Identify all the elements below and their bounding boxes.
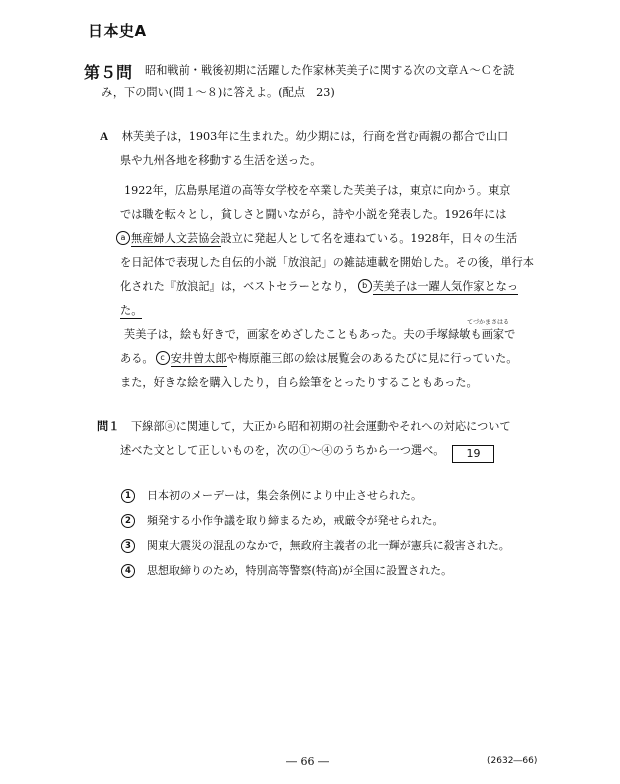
option-text-1: 日本初のメーデーは，集会条例により中止させられた。 [147,489,422,502]
answer-box[interactable]: 19 [452,445,494,463]
underline-a-text: 無産婦人文芸協会 [131,232,221,245]
passage-a-line-1 [100,128,508,144]
section-letter-a: A [100,131,109,143]
passage-a-line-4: では職を転々とし，貧しさと闘いながら，詩や小説を発表した。1926年には [120,208,507,221]
underline-marker-c: c [156,351,170,365]
passage-a-line-5 [116,230,517,246]
option-4[interactable] [121,562,452,578]
passage-a-line-9-post: も画家で [470,328,516,341]
husband-name: 手塚緑敏 [425,328,471,341]
option-3[interactable] [121,537,510,553]
question-1-text-1: 下線部ⓐに関連して，大正から昭和初期の社会運動やそれへの対応について [130,420,511,433]
option-1[interactable] [121,487,422,503]
page-number: ― 66 ― [286,755,329,768]
question-intro-line-1: 昭和戦前・戦後初期に活躍した作家林芙美子に関する次の文章Ａ～Ｃを読 [145,64,515,77]
question-1-line-1 [97,418,511,434]
underline-c-text: 安井曽太郎 [170,352,227,365]
passage-a-line-10 [120,350,517,366]
question-intro-line-2: み，下の問い(問１～８)に答えよ。(配点 23) [101,86,335,99]
question-1-label: 問１ [97,420,120,433]
option-text-3: 関東大震災の混乱のなかで，無政府主義者の北一輝が憲兵に殺害された。 [147,539,510,552]
passage-a-line-8 [120,302,142,318]
passage-a-line-9 [124,326,515,342]
passage-a-line-11: また，好きな絵を購入したり，自ら絵筆をとったりすることもあった。 [120,376,478,389]
option-number-4: 4 [121,564,135,578]
underline-b-text: 芙美子は一躍人気作家となっ [372,280,519,293]
passage-a-line-5-rest: 設立に発起人として名を連ねている。1928年，日々の生活 [220,232,518,245]
passage-a-text-1: 林芙美子は，1903年に生まれた。幼少期には，行商を営む両親の都合で山口 [121,130,509,143]
option-text-2: 頻発する小作争議を取り締まるため，戒厳令が発せられた。 [147,514,444,527]
option-2[interactable] [121,512,444,528]
underline-marker-a: a [116,231,130,245]
exam-code: (2632―66) [487,756,538,766]
passage-a-line-3: 1922年，広島県尾道の高等女学校を卒業した芙美子は，東京に向かう。東京 [124,184,511,197]
option-number-1: 1 [121,489,135,503]
question-1-line-2 [120,442,494,463]
underline-marker-b: b [358,279,372,293]
passage-a-line-6: を日記体で表現した自伝的小説「放浪記」の雑誌連載を開始した。その後，単行本 [120,256,534,269]
passage-a-line-2: 県や九州各地を移動する生活を送った。 [120,154,322,167]
underline-b-continued: た。 [120,304,143,317]
passage-a-line-10-post: や梅原龍三郎の絵は展覧会のあるたびに見に行っていた。 [226,352,518,365]
husband-name-ruby: てづかまさはる [467,319,510,326]
question-number: 第５問 [84,63,133,82]
question-1-text-2: 述べた文として正しいものを，次の①～④のうちから一つ選べ。 [120,444,445,457]
passage-a-line-10-pre: ある。 [120,352,154,365]
option-number-3: 3 [121,539,135,553]
passage-a-line-7-pre: 化された『放浪記』は，ベストセラーとなり， [120,280,355,293]
option-number-2: 2 [121,514,135,528]
subject-title: 日本史A [88,22,147,40]
passage-a-line-9-pre: 芙美子は，絵も好きで，画家をめざしたこともあった。夫の [124,328,426,341]
passage-a-line-7 [120,278,518,294]
option-text-4: 思想取締りのため，特別高等警察(特高)が全国に設置された。 [147,564,453,577]
